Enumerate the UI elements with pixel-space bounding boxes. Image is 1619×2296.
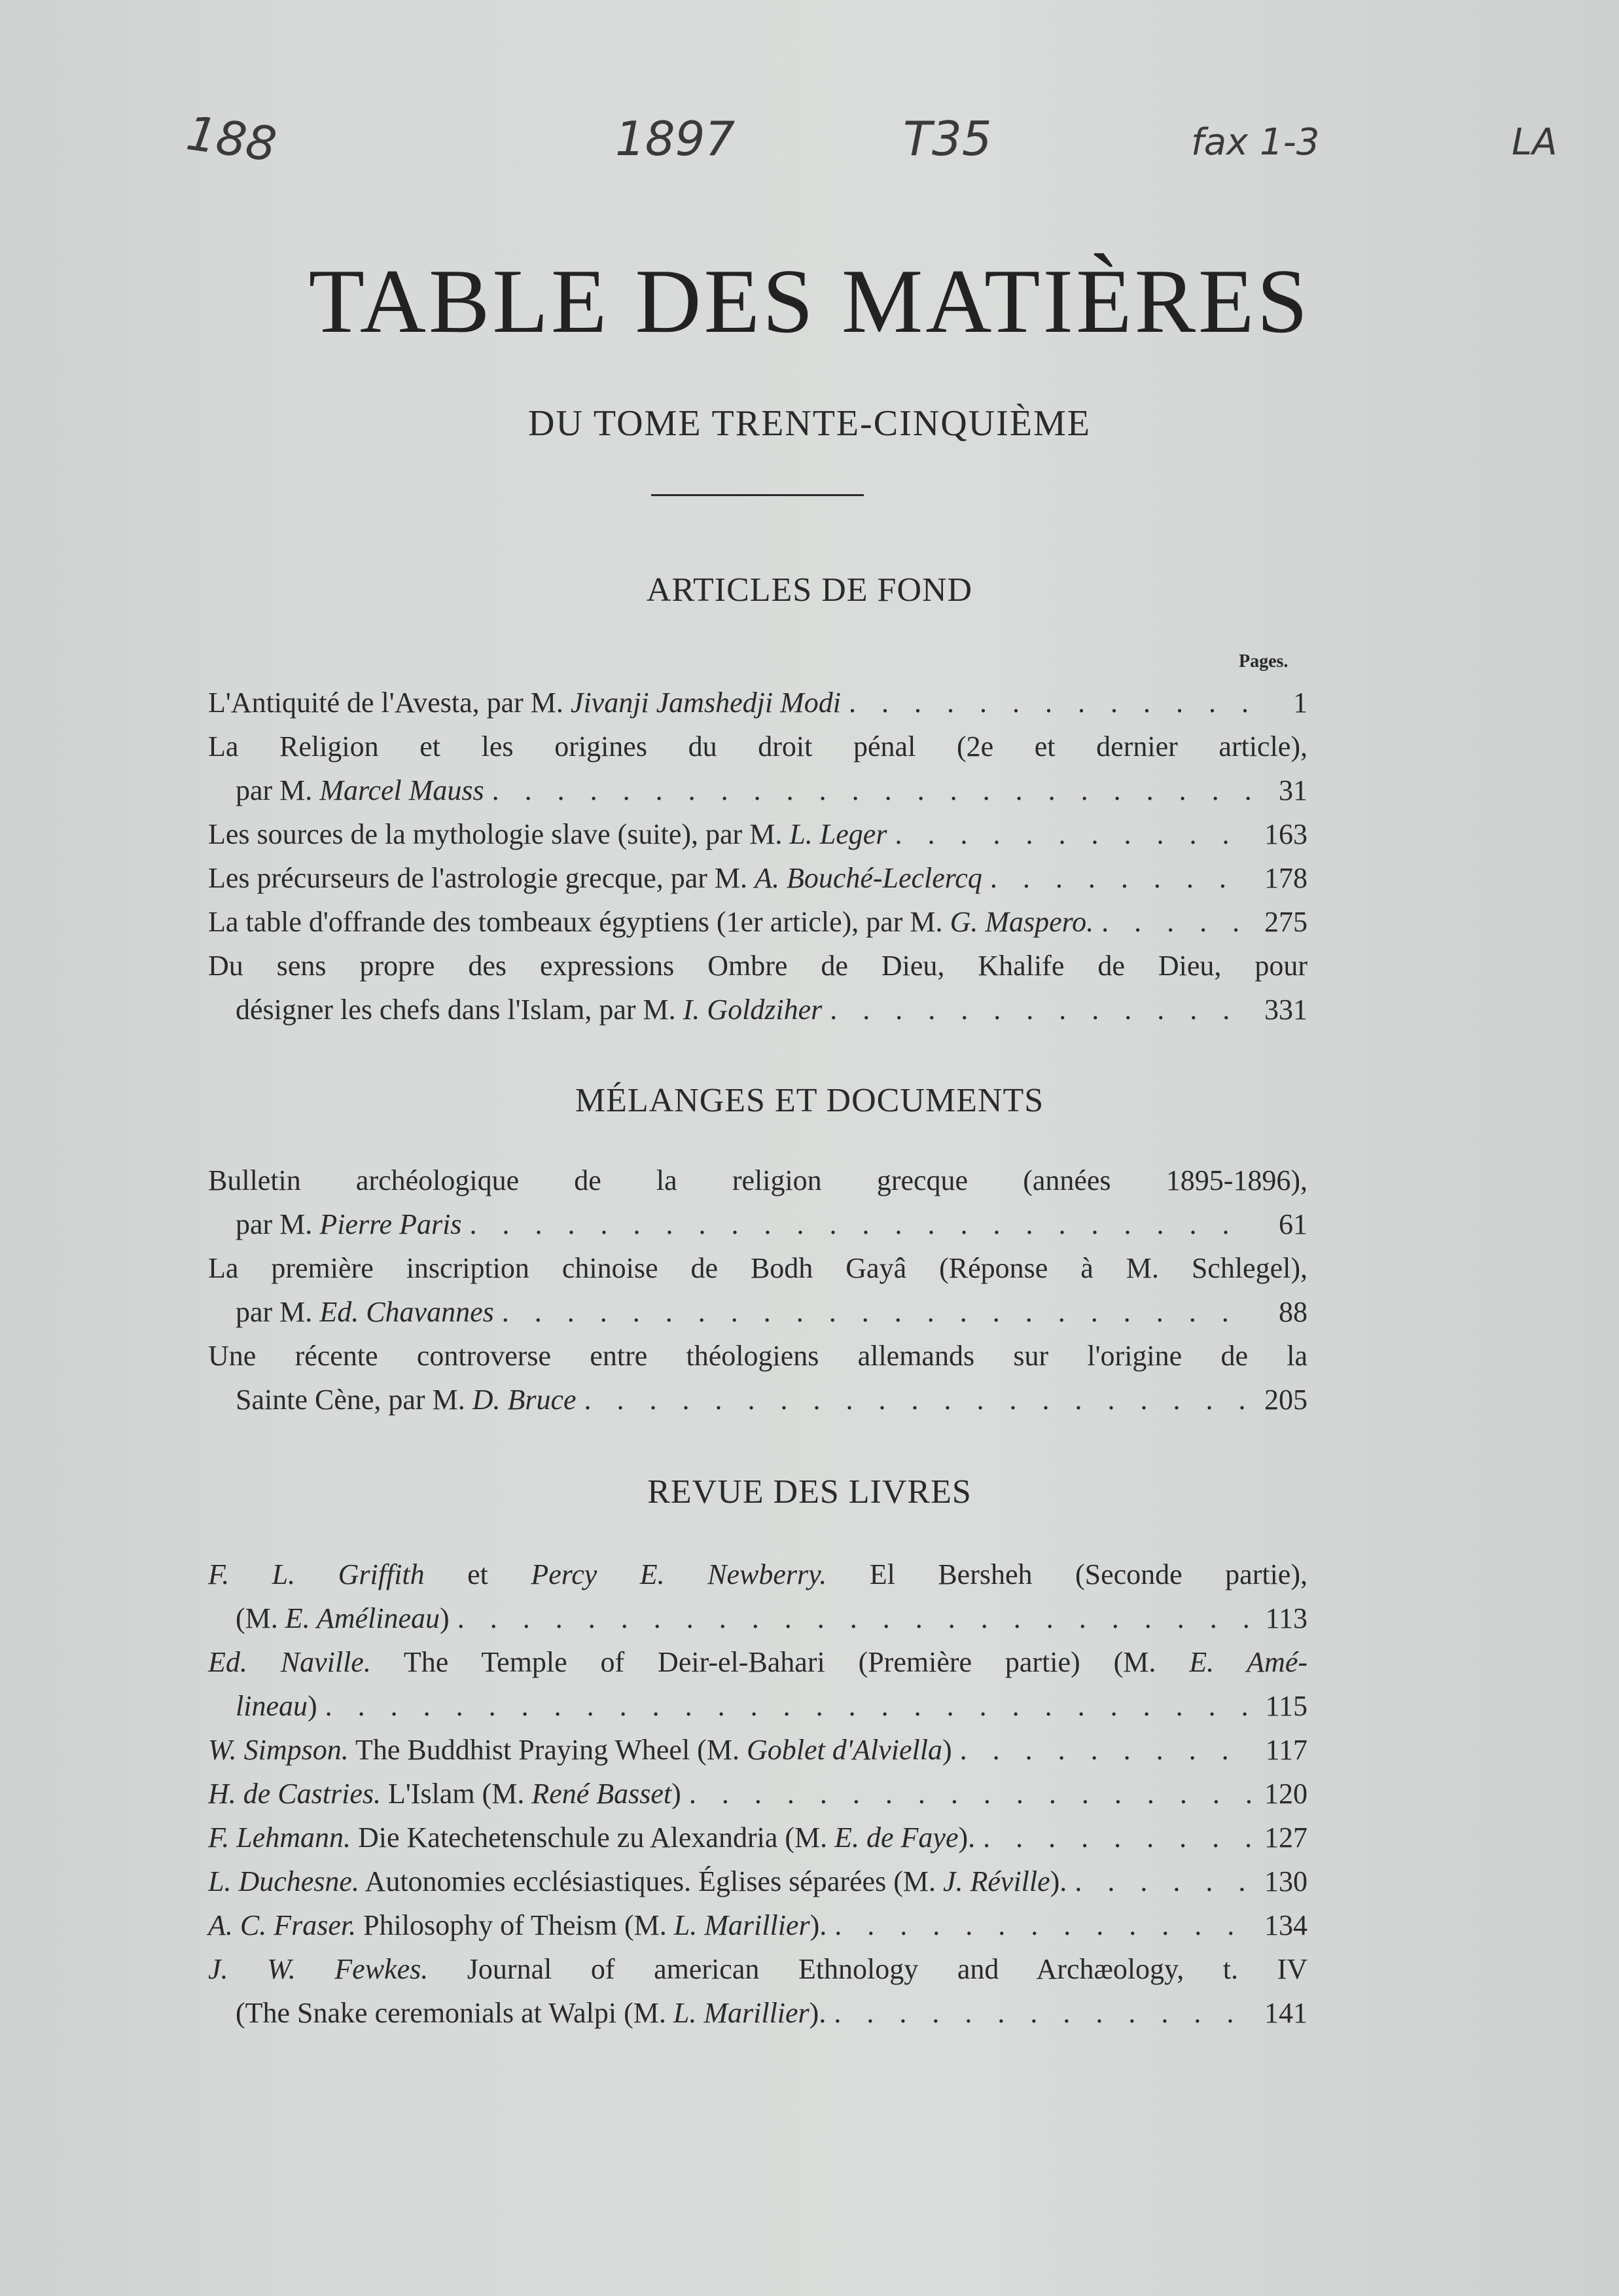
toc-entry: La première inscription chinoise de Bodh Gayâ (Réponse à M. Schlegel), par M. Ed. Chavannes . . . 88 xyxy=(208,1246,1308,1334)
handwritten-note: T35 xyxy=(903,111,992,166)
page-number: 120 xyxy=(1264,1778,1308,1810)
handwritten-note: 1897 xyxy=(615,111,736,166)
page-number: 130 xyxy=(1264,1865,1308,1897)
handwritten-note: fax 1-3 xyxy=(1191,121,1320,164)
toc-entry: L. Duchesne. Autonomies ecclésiastiques. Églises séparées (M. J. Réville). . . . 130 xyxy=(208,1859,1308,1903)
toc-entry: J. W. Fewkes. Journal of american Ethnology and Archæology, t. IV (The Snake ceremonials at Walpi (M. L. Marillier). . . . 141 xyxy=(208,1947,1308,2035)
page-number: 205 xyxy=(1264,1384,1308,1416)
section-heading-articles: ARTICLES DE FOND xyxy=(646,571,973,609)
page-number: 88 xyxy=(1279,1296,1308,1328)
toc-entry: A. C. Fraser. Philosophy of Theism (M. L. Marillier). . . . 134 xyxy=(208,1903,1308,1947)
page-number: 113 xyxy=(1265,1602,1308,1634)
page-number: 115 xyxy=(1265,1690,1308,1722)
toc-entry: Ed. Naville. The Temple of Deir-el-Bahari (Première partie) (M. E. Amé- lineau) . . . 115 xyxy=(208,1640,1308,1728)
section-heading-revue: REVUE DES LIVRES xyxy=(647,1473,972,1511)
toc-entry: Les sources de la mythologie slave (suite), par M. L. Leger . . . 163 xyxy=(208,812,1308,856)
divider xyxy=(651,494,864,496)
page-number: 1 xyxy=(1293,687,1308,719)
page-title: TABLE DES MATIÈRES xyxy=(308,251,1311,352)
section-heading-melanges: MÉLANGES ET DOCUMENTS xyxy=(575,1082,1044,1119)
page-number: 127 xyxy=(1264,1821,1308,1854)
page-number: 178 xyxy=(1264,862,1308,894)
page-subtitle: DU TOME TRENTE-CINQUIÈME xyxy=(528,403,1091,444)
toc-entry: Bulletin archéologique de la religion grecque (années 1895-1896), par M. Pierre Paris . . . 61 xyxy=(208,1158,1308,1246)
toc-entry: F. Lehmann. Die Katechetenschule zu Alexandria (M. E. de Faye). . . . 127 xyxy=(208,1816,1308,1859)
page-number: 61 xyxy=(1279,1208,1308,1240)
toc-entry: Du sens propre des expressions Ombre de Dieu, Khalife de Dieu, pour désigner les chefs dans l'Islam, par M. I. Goldziher . . . 331 xyxy=(208,944,1308,1031)
page-number: 163 xyxy=(1264,818,1308,850)
page-number: 275 xyxy=(1264,906,1308,938)
pages-column-label: Pages. xyxy=(1239,651,1289,672)
toc-entry: La Religion et les origines du droit pénal (2e et dernier article), par M. Marcel Mauss . . . 31 xyxy=(208,725,1308,812)
page-number: 134 xyxy=(1264,1909,1308,1941)
page-number: 31 xyxy=(1279,774,1308,806)
toc-entry: L'Antiquité de l'Avesta, par M. Jivanji Jamshedji Modi . . . 1 xyxy=(208,681,1308,725)
toc-entry: F. L. Griffith et Percy E. Newberry. El Bersheh (Seconde partie), (M. E. Amélineau) . . . 113 xyxy=(208,1552,1308,1640)
toc-entry: H. de Castries. L'Islam (M. René Basset) . . . 120 xyxy=(208,1772,1308,1816)
page-number: 117 xyxy=(1265,1734,1308,1766)
toc-entry: Une récente controverse entre théologiens allemands sur l'origine de la Sainte Cène, par M. D. Bruce . . . 205 xyxy=(208,1334,1308,1422)
toc-entry: La table d'offrande des tombeaux égyptiens (1er article), par M. G. Maspero. . . . 275 xyxy=(208,900,1308,944)
page-number: 331 xyxy=(1264,994,1308,1026)
toc-entry: Les précurseurs de l'astrologie grecque, par M. A. Bouché-Leclercq . . . 178 xyxy=(208,856,1308,900)
page-number: 141 xyxy=(1264,1997,1308,2029)
handwritten-note: LA xyxy=(1512,121,1557,164)
toc-entry: W. Simpson. The Buddhist Praying Wheel (M. Goblet d'Alviella) . . . 117 xyxy=(208,1728,1308,1772)
handwritten-note: 188 xyxy=(183,105,280,173)
